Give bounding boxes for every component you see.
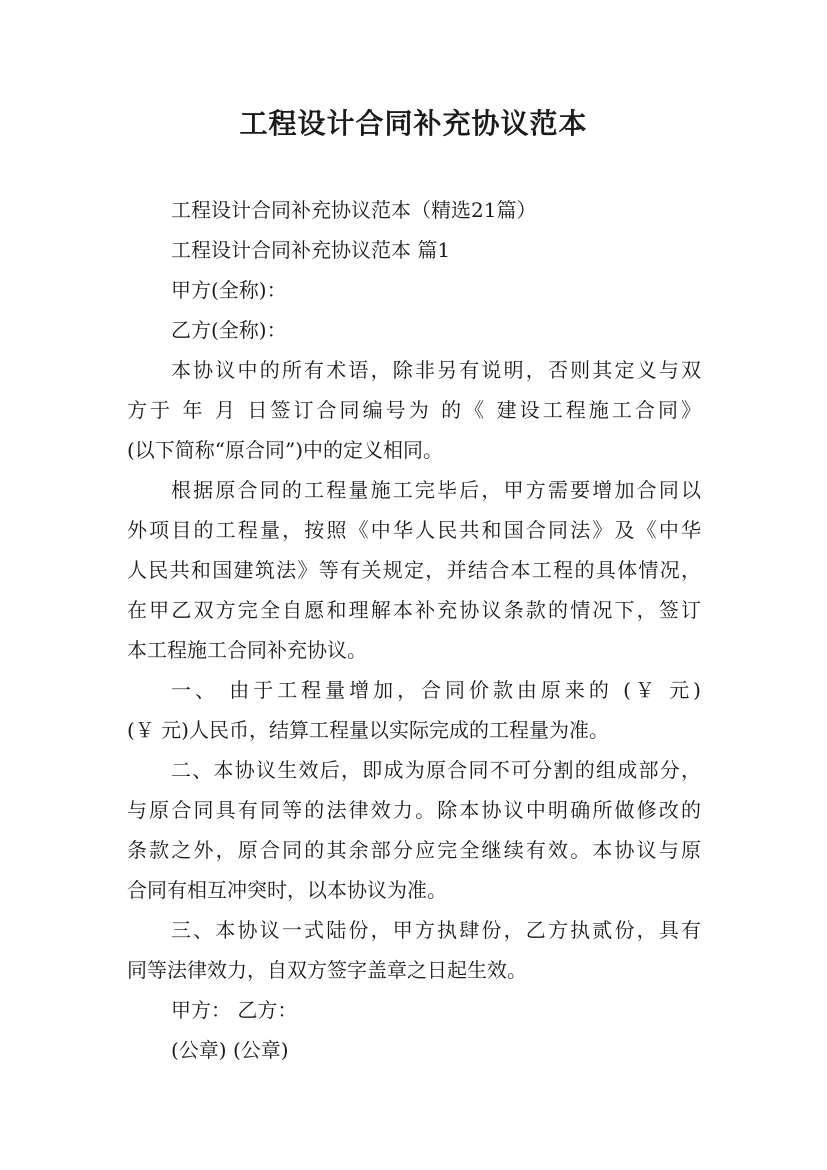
clause-one-line: 一、 由于工程量增加，合同价款由原来的 (￥ 元) [171,678,701,702]
clause-two-line: 合同有相互冲突时，以本协议为准。 [127,878,447,902]
party-a-line: 甲方(全称)： [171,278,287,302]
section-heading: 工程设计合同补充协议范本 篇1 [171,238,451,262]
signature-parties: 甲方： 乙方： [171,998,298,1022]
party-b-line: 乙方(全称)： [171,318,287,342]
paragraph-line: 本协议中的所有术语，除非另有说明，否则其定义与双 [171,358,701,382]
paragraph-line: 在甲乙双方完全自愿和理解本补充协议条款的情况下，签订 [127,598,701,622]
paragraph-line: 人民共和国建筑法》等有关规定，并结合本工程的具体情况， [127,558,701,582]
clause-three-line: 三、本协议一式陆份，甲方执肆份，乙方执贰份，具有 [171,918,701,942]
paragraph-line: 外项目的工程量，按照《中华人民共和国合同法》及《中华 [127,518,701,542]
clause-three-line: 同等法律效力，自双方签字盖章之日起生效。 [127,958,527,982]
paragraph-line: (以下简称“原合同”)中的定义相同。 [127,438,444,462]
clause-one-line: (￥ 元)人民币，结算工程量以实际完成的工程量为准。 [127,718,609,742]
paragraph-line: 根据原合同的工程量施工完毕后，甲方需要增加合同以 [171,478,701,502]
clause-two-line: 二、本协议生效后，即成为原合同不可分割的组成部分， [171,758,701,782]
signature-seals: (公章) (公章) [171,1038,289,1062]
clause-two-line: 与原合同具有同等的法律效力。除本协议中明确所做修改的 [127,798,701,822]
paragraph-line: 方于 年 月 日签订合同编号为 的《 建设工程施工合同》 [127,398,701,422]
document-body [127,190,701,1070]
document-title: 工程设计合同补充协议范本 [239,107,588,140]
paragraph-line: 本工程施工合同补充协议。 [127,638,367,662]
clause-two-line: 条款之外，原合同的其余部分应完全继续有效。本协议与原 [127,838,701,862]
subtitle-line: 工程设计合同补充协议范本（精选21篇） [171,198,537,222]
